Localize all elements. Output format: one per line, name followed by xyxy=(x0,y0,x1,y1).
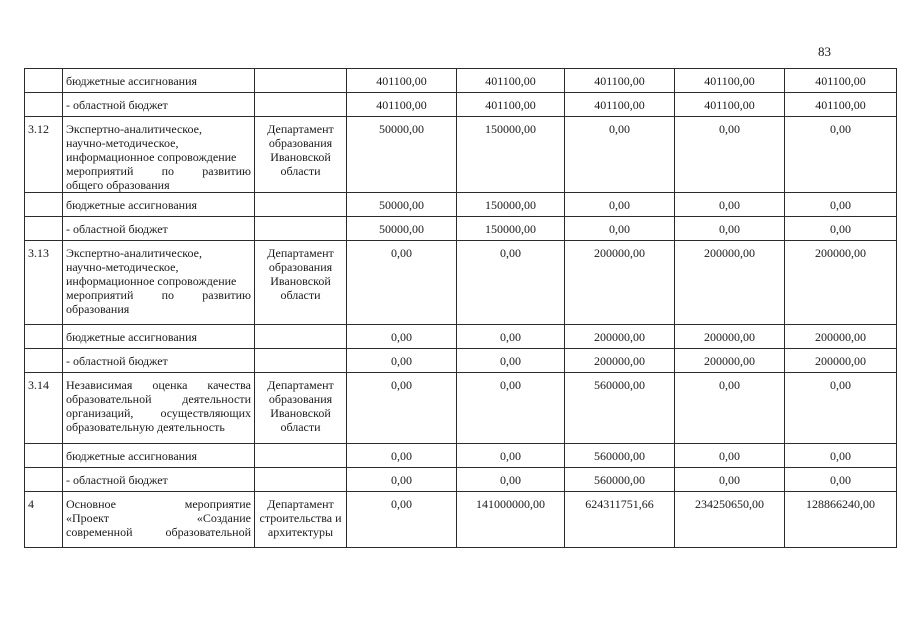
row-name-cell: - областной бюджет xyxy=(63,468,255,492)
executor-cell xyxy=(255,69,347,93)
name-line: научно-методическое, xyxy=(66,260,179,274)
value-cell: 0,00 xyxy=(565,117,675,193)
name-line: образования xyxy=(66,302,130,316)
executor-line: Департамент xyxy=(267,246,334,260)
value-cell: 0,00 xyxy=(565,217,675,241)
executor-line: области xyxy=(280,420,321,434)
value-cell: 401100,00 xyxy=(565,93,675,117)
value-cell: 141000000,00 xyxy=(457,492,565,548)
value-cell: 234250650,00 xyxy=(675,492,785,548)
name-line: мероприятий по развитию xyxy=(66,288,251,302)
value-cell: 0,00 xyxy=(347,492,457,548)
row-name-cell: бюджетные ассигнования xyxy=(63,69,255,93)
executor-line: Ивановской xyxy=(270,274,331,288)
value-cell: 401100,00 xyxy=(675,69,785,93)
executor-cell xyxy=(255,468,347,492)
value-cell: 0,00 xyxy=(675,217,785,241)
executor-line: архитектуры xyxy=(267,525,334,539)
table-row xyxy=(25,217,897,241)
row-number-cell xyxy=(25,69,63,93)
value-cell: 0,00 xyxy=(785,117,897,193)
value-cell: 0,00 xyxy=(457,241,565,325)
row-number-cell: 3.13 xyxy=(25,241,63,325)
table-row xyxy=(25,93,897,117)
executor-line: Департамент xyxy=(267,122,334,136)
name-line: образовательной деятельности xyxy=(66,392,251,406)
executor-line: Ивановской xyxy=(270,406,331,420)
name-line: информационное сопровождение xyxy=(66,150,237,164)
value-cell: 200000,00 xyxy=(785,325,897,349)
executor-cell xyxy=(255,217,347,241)
row-name-cell xyxy=(63,373,255,444)
executor-cell xyxy=(255,373,347,444)
value-cell: 0,00 xyxy=(347,468,457,492)
executor-cell xyxy=(255,325,347,349)
table-row xyxy=(25,349,897,373)
row-number-cell xyxy=(25,325,63,349)
executor-cell xyxy=(255,93,347,117)
value-cell: 200000,00 xyxy=(565,349,675,373)
budget-table xyxy=(24,68,897,548)
value-cell: 50000,00 xyxy=(347,117,457,193)
value-cell: 0,00 xyxy=(675,193,785,217)
value-cell: 150000,00 xyxy=(457,193,565,217)
value-cell: 150000,00 xyxy=(457,217,565,241)
value-cell: 0,00 xyxy=(457,373,565,444)
value-cell: 401100,00 xyxy=(565,69,675,93)
table-row-3-14 xyxy=(25,373,897,444)
value-cell: 200000,00 xyxy=(565,241,675,325)
value-cell: 624311751,66 xyxy=(565,492,675,548)
executor-cell xyxy=(255,193,347,217)
row-name-cell xyxy=(63,492,255,548)
value-cell: 401100,00 xyxy=(675,93,785,117)
name-line: научно-методическое, xyxy=(66,136,179,150)
value-cell: 0,00 xyxy=(785,468,897,492)
executor-line: Ивановской xyxy=(270,150,331,164)
row-number-cell: 4 xyxy=(25,492,63,548)
row-name-cell: - областной бюджет xyxy=(63,93,255,117)
table-row xyxy=(25,444,897,468)
row-name-cell: бюджетные ассигнования xyxy=(63,193,255,217)
executor-line: образования xyxy=(268,136,333,150)
executor-cell xyxy=(255,444,347,468)
table-row xyxy=(25,193,897,217)
row-name-cell xyxy=(63,241,255,325)
name-line: Независимая оценка качества xyxy=(66,378,251,392)
value-cell: 0,00 xyxy=(457,444,565,468)
executor-line: области xyxy=(280,288,321,302)
executor-line: образования xyxy=(268,260,333,274)
executor-cell xyxy=(255,241,347,325)
row-name-cell: бюджетные ассигнования xyxy=(63,325,255,349)
table-row xyxy=(25,69,897,93)
value-cell: 0,00 xyxy=(347,444,457,468)
executor-line: области xyxy=(280,164,321,178)
value-cell: 200000,00 xyxy=(785,349,897,373)
table-row-3-12 xyxy=(25,117,897,193)
value-cell: 0,00 xyxy=(347,373,457,444)
row-number-cell xyxy=(25,217,63,241)
value-cell: 560000,00 xyxy=(565,468,675,492)
value-cell: 200000,00 xyxy=(785,241,897,325)
value-cell: 200000,00 xyxy=(675,241,785,325)
name-line: Экспертно-аналитическое, xyxy=(66,122,202,136)
value-cell: 200000,00 xyxy=(565,325,675,349)
value-cell: 401100,00 xyxy=(347,69,457,93)
value-cell: 0,00 xyxy=(785,444,897,468)
value-cell: 0,00 xyxy=(675,468,785,492)
executor-line: строительства и xyxy=(259,511,342,525)
value-cell: 0,00 xyxy=(675,117,785,193)
value-cell: 401100,00 xyxy=(457,69,565,93)
value-cell: 0,00 xyxy=(785,193,897,217)
value-cell: 0,00 xyxy=(347,349,457,373)
value-cell: 0,00 xyxy=(785,217,897,241)
value-cell: 401100,00 xyxy=(785,69,897,93)
name-line: современной образовательной xyxy=(66,525,251,539)
row-number-cell xyxy=(25,444,63,468)
row-number-cell: 3.12 xyxy=(25,117,63,193)
name-line: общего образования xyxy=(66,178,170,192)
value-cell: 0,00 xyxy=(785,373,897,444)
value-cell: 0,00 xyxy=(675,373,785,444)
name-line: организаций, осуществляющих xyxy=(66,406,251,420)
value-cell: 0,00 xyxy=(347,325,457,349)
value-cell: 560000,00 xyxy=(565,373,675,444)
value-cell: 0,00 xyxy=(565,193,675,217)
name-line: «Проект «Создание xyxy=(66,511,251,525)
row-name-cell: бюджетные ассигнования xyxy=(63,444,255,468)
row-name-cell: - областной бюджет xyxy=(63,217,255,241)
value-cell: 401100,00 xyxy=(457,93,565,117)
row-number-cell xyxy=(25,93,63,117)
executor-cell xyxy=(255,349,347,373)
executor-line: Департамент xyxy=(267,378,334,392)
page-number: 83 xyxy=(818,44,831,59)
value-cell: 0,00 xyxy=(457,349,565,373)
name-line: образовательную деятельность xyxy=(66,420,225,434)
table-row-3-13 xyxy=(25,241,897,325)
name-line: Основное мероприятие xyxy=(66,497,251,511)
executor-cell xyxy=(255,492,347,548)
executor-line: Департамент xyxy=(267,497,334,511)
value-cell: 401100,00 xyxy=(785,93,897,117)
name-line: мероприятий по развитию xyxy=(66,164,251,178)
executor-line: образования xyxy=(268,392,333,406)
value-cell: 0,00 xyxy=(457,468,565,492)
value-cell: 0,00 xyxy=(675,444,785,468)
name-line: Экспертно-аналитическое, xyxy=(66,246,202,260)
row-number-cell xyxy=(25,349,63,373)
name-line: информационное сопровождение xyxy=(66,274,237,288)
value-cell: 150000,00 xyxy=(457,117,565,193)
value-cell: 50000,00 xyxy=(347,193,457,217)
value-cell: 200000,00 xyxy=(675,325,785,349)
row-name-cell xyxy=(63,117,255,193)
row-number-cell xyxy=(25,193,63,217)
executor-cell xyxy=(255,117,347,193)
value-cell: 200000,00 xyxy=(675,349,785,373)
table-row xyxy=(25,468,897,492)
value-cell: 401100,00 xyxy=(347,93,457,117)
row-number-cell: 3.14 xyxy=(25,373,63,444)
value-cell: 0,00 xyxy=(347,241,457,325)
table-row-4 xyxy=(25,492,897,548)
table-row xyxy=(25,325,897,349)
row-number-cell xyxy=(25,468,63,492)
value-cell: 560000,00 xyxy=(565,444,675,468)
row-name-cell: - областной бюджет xyxy=(63,349,255,373)
value-cell: 0,00 xyxy=(457,325,565,349)
value-cell: 50000,00 xyxy=(347,217,457,241)
value-cell: 128866240,00 xyxy=(785,492,897,548)
